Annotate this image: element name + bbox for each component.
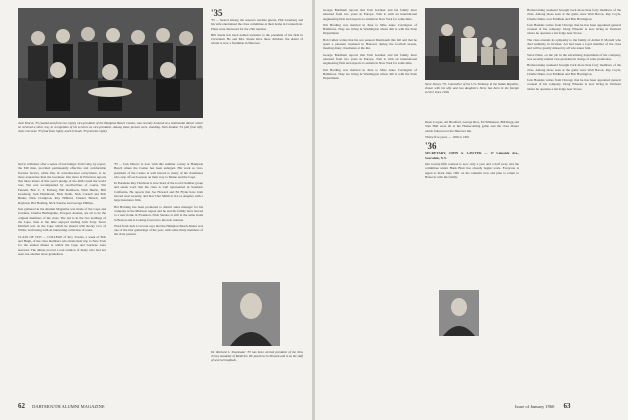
paragraph: Bob Cullen writes that his son entered Dartmouth this fall and that he spent a pleasant weekend in Hanover during the football season, meeting many classmates at the Inn.	[323, 37, 417, 51]
paragraph: Steve Dietz, on the job in the advertising department of his company, was recently named vice-president in charge of sales promotion.	[527, 52, 621, 61]
column-3	[211, 8, 303, 278]
paragraph: Dean Cooper, Art Bradford, George Rice, Ed Wilkinson, Bill Rugg and Stan Hull were all at the Homecoming game and the class dinner which followed at the Hanover Inn.	[425, 120, 519, 133]
paragraph: Homecoming weekend brought back more than forty members of the class. Among those seen at the game were Walt Bacon, Ray Coyle, Charlie Dunn, Lou Feldman and Bob Harrington.	[527, 8, 621, 21]
class-heading-36: '36	[425, 141, 437, 152]
portrait-caption: Dr. Richard L. Shoemaker '35 has been elected president of the New Jersey Academy of Medicine. He practices in Newark and is on the staff of several hospitals.	[211, 350, 303, 363]
column-2	[114, 162, 203, 398]
class-heading-35: '35	[211, 8, 223, 18]
paragraph: CLASS OF 1935 — COLLEGE of Roy Towles, a week of Bob and Hugh, of the class members who made their trip to New York for the annual dinner at which the Cape and Gardens were honored. The dinner proved a real reunion of many who had not seen one another since graduation.	[18, 234, 106, 256]
page-number: 62	[18, 402, 25, 410]
paragraph: In Pasadena Ray Thomson is now head of the local Chamber group and sends word that the class is well represented in Southern California. He reports that Joe Howard and Ed Flynn have both moved west recently, and that Chet Smith is in Los Angeles with a large insurance firm.	[114, 181, 203, 203]
paragraph: George Burnham reports that Tom Gardner and his family have returned from two years in Europe. Tom is with an international engineering firm and expects to remain in New York for some time.	[323, 52, 417, 66]
family-photo	[425, 8, 519, 80]
paragraph: Homecoming weekend brought back more than forty members of the class. Among those seen at the game were Walt Bacon, Ray Coyle, Charlie Dunn, Lou Feldman and Bob Harrington.	[527, 63, 621, 76]
page-folio-left	[18, 403, 105, 410]
paragraph: Word from Jack Corcoran says that the Hampton Beach dinner was one of the best gatherings of the year, with some thirty members of the class present.	[114, 223, 203, 237]
paragraph: Jack Haskins writes from Chicago that he has been appointed general counsel of his company. Doug Wheeler is now living in Vermont where he operates a ski lodge near Stowe.	[527, 22, 621, 36]
dietz-portrait	[439, 290, 479, 336]
right-page	[315, 0, 628, 420]
paragraph: '35 ... Jack Dincov is now with this summer colony at Hampton Beach where the Casino has been enlarged. His work as vice-president of the Casino is well known to many of his classmates who stop off each season on their way to Maine and the Cape.	[114, 162, 203, 179]
paragraph: The class extends its sympathy to the family of Arthur P. Morrell who died suddenly in October. Art had been a loyal member of the class and will be greatly missed by all who knew him.	[527, 37, 621, 51]
class-secretary: SECRETARY, JOHN A. LAWYER — 17 Lakeside Ave., Scarsdale, N.Y.	[425, 151, 519, 160]
paragraph: Thirty-five years — 1926 to 1961	[425, 134, 470, 139]
paragraph: Jack Haskins writes from Chicago that he has been appointed general counsel of his company. Doug Wheeler is now living in Vermont where he operates a ski lodge near Stowe.	[527, 78, 621, 91]
column-5	[425, 120, 519, 398]
paragraph: Just gathered in the Alumni Magazine was made of the Cape and Gardens, Charles Burlingame, Prospect Avenue, are all to be the original members of the class. The Art is in the two Gatlings of the Cape, Stan at the time enjoyed leading both Tony. Steve Kimball was on the Cape which he shared with Rocky Cox of White, both being with an interesting collection of notes.	[18, 206, 106, 233]
paragraph: Jim Harding was married in June to Miss Anne Carrington of Baltimore. They are living in Washington where Jim is with the State Department.	[323, 67, 417, 81]
publication-title: DARTMOUTH ALUMNI MAGAZINE	[32, 404, 105, 409]
column-6	[527, 8, 621, 398]
paragraph: Bill Steele has been named assistant to the president of his firm in Cleveland. He and Mrs. Steele have three children, the eldest of whom is now a freshman in Hanover.	[211, 32, 303, 46]
page-folio-right	[515, 403, 577, 410]
left-page	[0, 0, 313, 420]
dietz-photo	[439, 290, 479, 336]
group-photo-figures	[18, 8, 203, 118]
class-dinner-photo	[18, 8, 203, 118]
portrait-photo	[222, 282, 280, 346]
paragraph: Jim Harding was married in June to Miss Anne Carrington of Baltimore. They are living in Washington where Jim is with the State Department.	[323, 22, 417, 36]
photo-caption: Jack Dincov '35 (seated and front row right), vice-president of the Hampton Beach Casino, was recently honored at a testimonial dinner where he received a silver tray in recognition of his services as vice-president. Among those present were, standing, Nick Sandoe '34 (4th from left), Jack Corcoran '35 (2nd from right), and Lil Linah '35 (extreme right).	[18, 121, 203, 134]
portrait-figure	[222, 282, 280, 346]
column-1	[18, 162, 106, 398]
paragraph: Hal Holding has been promoted to district sales manager for his company in the Midwest region and he and his family have moved to a new home in Evanston. Nick Sandoe is still at the same stand in Boston and is looking forward to the next reunion.	[114, 204, 203, 222]
paragraph: George Burnham reports that Tom Gardner and his family have returned from two years in Europe. Tom is with an international engineering firm and expects to remain in New York for some time.	[323, 8, 417, 21]
family-caption: Steve Dewey '35, Counsellor of the U.S. Embassy in the Sudan Republic, shown with his wife and two daughters. Steve has been in the foreign service since 1946.	[425, 82, 519, 95]
paragraph: Our twenty-fifth reunion is now only a year and a half away and the committee under Hank Blair has already begun work. Everyone is urged to mark June 1961 on his calendar now and plan to return to Hanover with his family.	[425, 162, 519, 179]
page-number: 63	[563, 402, 571, 410]
column-4	[323, 8, 417, 398]
family-figures	[425, 8, 519, 80]
paragraph: '35 ... Seated among the season's notable guests, Phil Grauberg and his wife entertained the class committee at their home in Connecticut. Plans were discussed for the 25th reunion.	[211, 18, 303, 31]
paragraph: had to withdraw after a series of bad bumps. Tom Cuby, by report, the Mil man, provided permanently effective and comfortable fracture factors, while Jim, in convalescence everywhere, is no more expressive than the Gardener. Our more in Princeton reports that three letters of this year's pledge of the 40th round the world tour, Nat was accompanied by recollections of course. Nat Fennell, Bob C. T. Feiberg, Bill Reinbeck, Whit Herrin, Phil Grauberg, Jack Hammond, Nick Stabb, Nick Cornell and Bob Butler, Dick Crampton, Ray Hilliard, Chester Barrett, Gill Rayburn, Hal Holding, Nick Sandoe and George Phillips.	[18, 162, 106, 205]
issue-label: Issue of January 1960	[515, 404, 555, 409]
